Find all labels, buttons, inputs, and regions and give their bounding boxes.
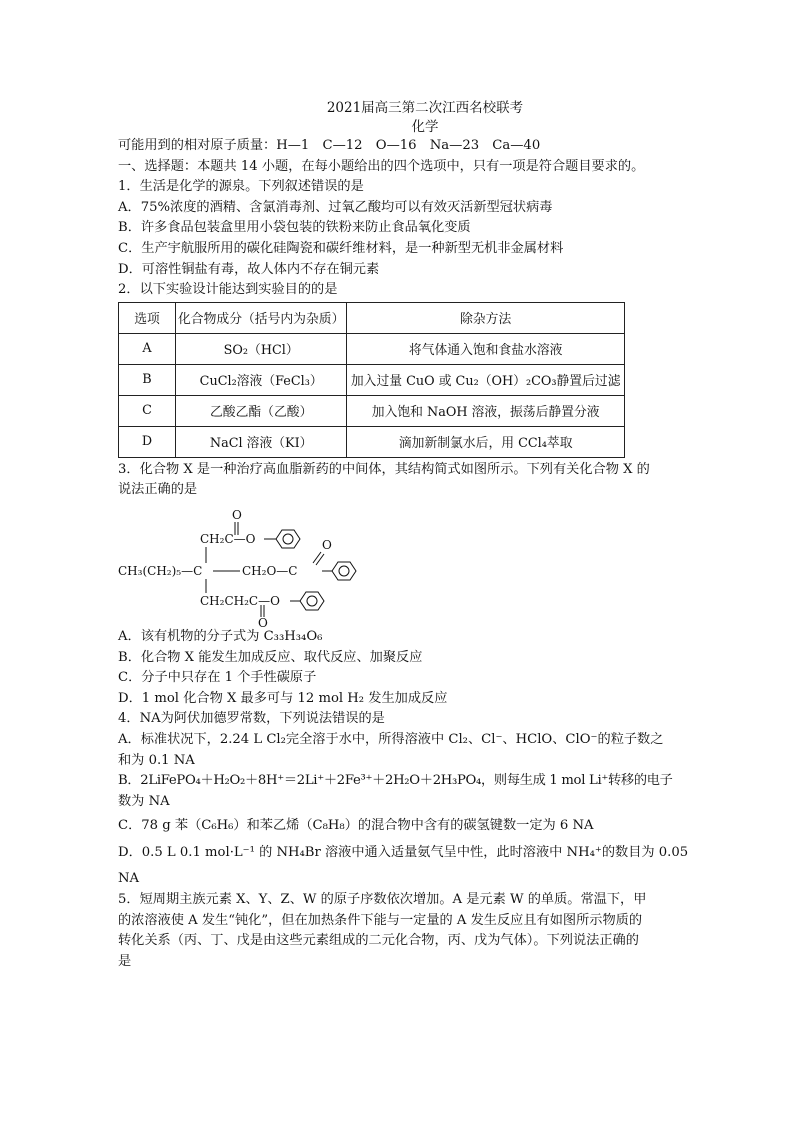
q5-stem-line4: 是	[118, 953, 132, 969]
q3-option-a: A．该有机物的分子式为 C₃₃H₃₄O₆	[118, 628, 323, 644]
benzene-ring-icon	[300, 592, 324, 610]
table-cell-method: 滴加新制氯水后，用 CCl₄萃取	[347, 426, 625, 457]
table-cell-compound: 乙酸乙酯（乙酸）	[176, 395, 347, 426]
q4-option-c: C．78 g 苯（C₆H₆）和苯乙烯（C₈H₈）的混合物中含有的碳氢键数一定为 6 NA	[118, 818, 594, 834]
table-cell-compound: CuCl₂溶液（FeCl₃）	[176, 364, 347, 395]
table-row	[119, 333, 625, 364]
q3-stem-line2: 说法正确的是	[118, 482, 198, 498]
table-cell-method: 加入过量 CuO 或 Cu₂（OH）₂CO₃静置后过滤	[347, 364, 625, 395]
structure-oxygen-top: O	[232, 507, 242, 522]
q1-stem: 1．生活是化学的源泉。下列叙述错误的是	[118, 179, 364, 195]
q5-stem-line2: 的浓溶液使 A 发生“钝化”，但在加热条件下能与一定量的 A 发生反应且有如图所示物质的	[118, 912, 643, 928]
q2-table	[118, 302, 625, 458]
table-cell-option: A	[119, 333, 176, 364]
structure-main-left: CH₃(CH₂)₅—C	[118, 563, 203, 578]
table-cell-compound: NaCl 溶液（KI）	[176, 426, 347, 457]
atomic-masses: 可能用到的相对原子质量：H—1 C—12 O—16 Na—23 Ca—40	[118, 138, 541, 153]
q5-stem-line3: 转化关系（丙、丁、戊是由这些元素组成的二元化合物，丙、戊为气体）。下列说法正确的	[118, 933, 639, 949]
q4-stem: 4．NA为阿伏加德罗常数，下列说法错误的是	[118, 711, 385, 727]
q1-option-d: D．可溶性铜盐有毒，故人体内不存在铜元素	[118, 261, 380, 277]
q4-option-b-line2: 数为 NA	[118, 793, 170, 809]
q1-option-a: A．75%浓度的酒精、含氯消毒剂、过氧乙酸均可以有效灭活新型冠状病毒	[118, 199, 553, 215]
table-cell-option: C	[119, 395, 176, 426]
q1-option-c: C．生产宇航服所用的碳化硅陶瓷和碳纤维材料，是一种新型无机非金属材料	[118, 240, 564, 256]
benzene-ring-icon	[332, 562, 356, 580]
q1-option-b: B．许多食品包装盒里用小袋包装的铁粉来防止食品氧化变质	[118, 220, 471, 236]
q4-option-a-line2: 和为 0.1 NA	[118, 752, 195, 768]
table-row	[119, 395, 625, 426]
exam-page	[118, 98, 689, 972]
table-row	[119, 364, 625, 395]
structure-top-branch: CH₂C—O	[200, 531, 256, 546]
table-cell-method: 加入饱和 NaOH 溶液，振荡后静置分液	[347, 395, 625, 426]
benzene-ring-icon	[276, 530, 300, 548]
table-row	[119, 426, 625, 457]
table-header-method: 除杂方法	[347, 302, 625, 333]
structure-oxygen-right: O	[322, 537, 332, 552]
exam-title: 2021届高三第二次江西名校联考	[326, 100, 524, 116]
q3-stem-line1: 3．化合物 X 是一种治疗高血脂新药的中间体，其结构简式如图所示。下列有关化合物 X 的	[118, 461, 650, 477]
table-cell-option: D	[119, 426, 176, 457]
structure-svg	[118, 501, 378, 627]
table-header-option: 选项	[119, 302, 176, 333]
structure-main-right: CH₂O—C	[242, 563, 298, 578]
q3-option-d: D．1 mol 化合物 X 最多可与 12 mol H₂ 发生加成反应	[118, 690, 448, 706]
structure-bottom-branch: CH₂CH₂C—O	[200, 593, 280, 608]
table-header-row	[119, 302, 625, 333]
q4-option-a-line1: A．标准状况下，2.24 L Cl₂完全溶于水中，所得溶液中 Cl₂、Cl⁻、HClO、ClO⁻的粒子数之	[118, 731, 664, 747]
q3-option-c: C．分子中只存在 1 个手性碳原子	[118, 670, 317, 686]
structure-oxygen-bottom: O	[258, 615, 268, 627]
structural-formula	[118, 501, 678, 627]
q5-stem-line1: 5．短周期主族元素 X、Y、Z、W 的原子序数依次增加。A 是元素 W 的单质。常温下，甲	[118, 892, 647, 908]
table-cell-compound: SO₂（HCl）	[176, 333, 347, 364]
table-cell-option: B	[119, 364, 176, 395]
section-heading: 一、选择题：本题共 14 小题，在每小题给出的四个选项中，只有一项是符合题目要求的。	[118, 158, 645, 174]
q4-option-b-line1: B．2LiFePO₄＋H₂O₂＋8H⁺＝2Li⁺＋2Fe³⁺＋2H₂O＋2H₃PO₄，则每生成 1 mol Li⁺转移的电子	[118, 773, 673, 789]
q2-stem: 2．以下实验设计能达到实验目的的是	[118, 282, 338, 298]
table-header-compound: 化合物成分（括号内为杂质）	[176, 302, 347, 333]
q4-option-d-line1: D．0.5 L 0.1 mol·L⁻¹ 的 NH₄Br 溶液中通入适量氨气呈中性，此时溶液中 NH₄⁺的数目为 0.05	[118, 844, 689, 860]
table-cell-method: 将气体通入饱和食盐水溶液	[347, 333, 625, 364]
exam-subject: 化学	[411, 119, 439, 135]
q4-option-d-line2: NA	[118, 871, 140, 887]
q3-option-b: B．化合物 X 能发生加成反应、取代反应、加聚反应	[118, 649, 423, 665]
